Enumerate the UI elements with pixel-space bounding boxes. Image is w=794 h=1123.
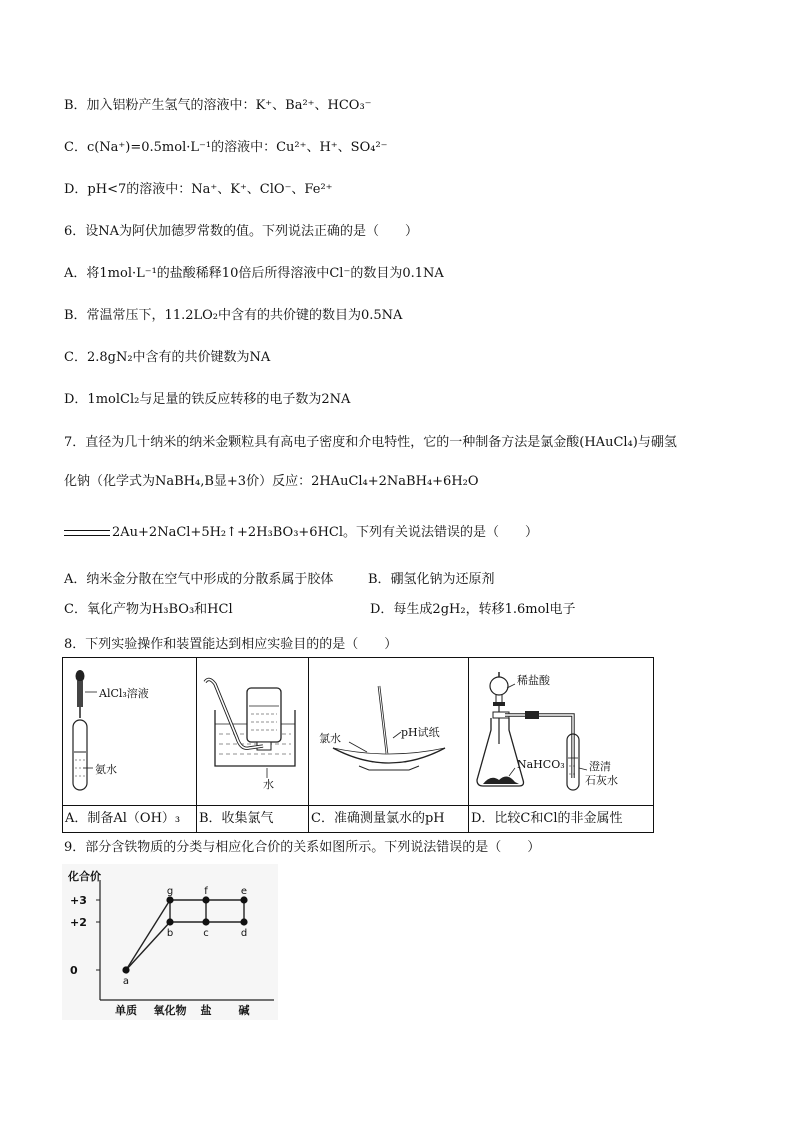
experiment-c bbox=[309, 658, 469, 832]
label-dilute-hcl: 稀盐酸 bbox=[517, 674, 550, 687]
label-alcl3-solution: AlCl₃溶液 bbox=[99, 687, 149, 700]
data-point-e bbox=[240, 896, 247, 903]
q6-stem: 6．设NA为阿伏加德罗常数的值。下列说法正确的是（ ） bbox=[64, 224, 419, 239]
q7-stem-line3: 2Au+2NaCl+5H₂↑+2H₃BO₃+6HCl。下列有关说法错误的是（ ） bbox=[64, 523, 538, 543]
q9-stem: 9．部分含铁物质的分类与相应化合价的关系如图所示。下列说法错误的是（ ） bbox=[64, 840, 541, 855]
q7-option-c: C．氧化产物为H₃BO₃和HCl bbox=[64, 602, 233, 617]
caption-c: C．准确测量氯水的pH bbox=[309, 805, 468, 832]
x-tick-label: 盐 bbox=[200, 1004, 212, 1017]
q5-option-c: C．c(Na⁺)=0.5mol·L⁻¹的溶液中：Cu²⁺、H⁺、SO₄²⁻ bbox=[64, 140, 388, 155]
reaction-equals-sign bbox=[64, 530, 110, 536]
point-label-d: d bbox=[240, 928, 248, 939]
x-tick-label: 氧化物 bbox=[153, 1004, 187, 1017]
point-label-c: c bbox=[203, 928, 209, 939]
x-tick-label: 碱 bbox=[238, 1004, 250, 1017]
q7-option-a: A．纳米金分散在空气中形成的分散系属于胶体 bbox=[64, 572, 334, 587]
label-limewater: 石灰水 bbox=[585, 774, 618, 787]
data-point-f bbox=[202, 896, 209, 903]
q6-option-d: D．1molCl₂与足量的铁反应转移的电子数为2NA bbox=[64, 392, 351, 407]
experiment-d bbox=[469, 658, 653, 832]
label-water: 水 bbox=[263, 778, 274, 791]
q7-option-b: B．硼氢化钠为还原剂 bbox=[368, 572, 495, 587]
dropper-test-tube-figure bbox=[63, 658, 197, 806]
graph-ylabel: 化合价 bbox=[68, 870, 101, 883]
point-label-g: g bbox=[166, 886, 174, 897]
experiment-b bbox=[197, 658, 309, 832]
q6-option-b: B．常温常压下，11.2LO₂中含有的共价键的数目为0.5NA bbox=[64, 308, 403, 323]
y-tick-label: 0 bbox=[70, 964, 78, 977]
experiment-table bbox=[62, 657, 654, 833]
gas-generator-figure bbox=[469, 658, 653, 806]
label-ph-paper: pH试纸 bbox=[401, 726, 440, 739]
data-point-g bbox=[166, 896, 173, 903]
q5-option-b: B．加入铝粉产生氢气的溶液中：K⁺、Ba²⁺、HCO₃⁻ bbox=[64, 98, 372, 113]
data-point-d bbox=[240, 918, 247, 925]
q7-option-d: D．每生成2gH₂，转移1.6mol电子 bbox=[370, 602, 576, 617]
point-label-b: b bbox=[166, 928, 174, 939]
experiment-a bbox=[63, 658, 197, 832]
data-point-b bbox=[166, 918, 173, 925]
point-label-e: e bbox=[240, 886, 248, 897]
iron-valence-graph bbox=[62, 864, 278, 1020]
caption-d: D．比较C和Cl的非金属性 bbox=[469, 805, 653, 832]
q5-option-d: D．pH<7的溶液中：Na⁺、K⁺、ClO⁻、Fe²⁺ bbox=[64, 182, 333, 197]
data-point-c bbox=[202, 918, 209, 925]
point-label-a: a bbox=[122, 976, 130, 987]
x-tick-label: 单质 bbox=[115, 1004, 137, 1017]
label-nahco3: NaHCO₃ bbox=[517, 758, 565, 771]
q6-option-c: C．2.8gN₂中含有的共价键数为NA bbox=[64, 350, 271, 365]
label-clear: 澄清 bbox=[589, 760, 611, 773]
q8-stem: 8．下列实验操作和装置能达到相应实验目的的是（ ） bbox=[64, 637, 398, 652]
label-chlorine-water: 氯水 bbox=[319, 732, 341, 745]
q6-option-a: A．将1mol·L⁻¹的盐酸稀释10倍后所得溶液中Cl⁻的数目为0.1NA bbox=[64, 266, 444, 281]
caption-a: A．制备Al（OH）₃ bbox=[63, 805, 196, 832]
valence-category-plot bbox=[62, 864, 278, 1020]
water-trough-collection-figure bbox=[197, 658, 309, 806]
point-label-f: f bbox=[204, 886, 208, 897]
y-tick-label: +3 bbox=[70, 894, 87, 907]
q7-stem-line2: 化钠（化学式为NaBH₄,B显+3价）反应：2HAuCl₄+2NaBH₄+6H₂O bbox=[64, 474, 479, 489]
q7-stem-line1: 7．直径为几十纳米的纳米金颗粒具有高电子密度和介电特性，它的一种制备方法是氯金酸(HAuCl₄)与硼氢 bbox=[64, 435, 677, 450]
label-ammonia-water: 氨水 bbox=[95, 763, 117, 776]
y-tick-label: +2 bbox=[70, 916, 87, 929]
caption-b: B．收集氯气 bbox=[197, 805, 308, 832]
data-point-a bbox=[122, 966, 129, 973]
